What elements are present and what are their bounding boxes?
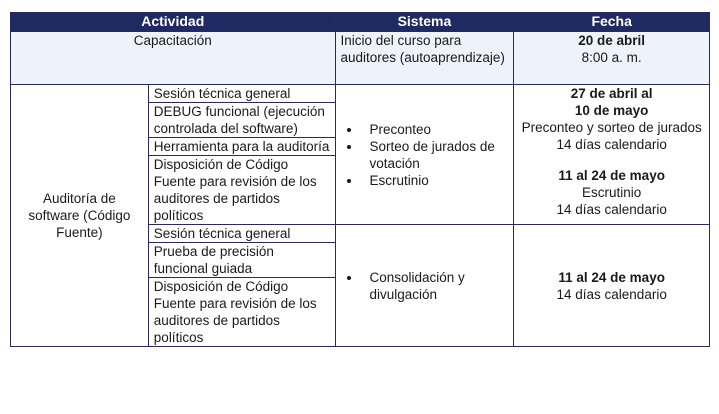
- block1-date1-days: 14 días calendario: [556, 137, 667, 152]
- block1-sub-1: Sesión técnica general: [148, 85, 335, 103]
- header-row: [11, 13, 710, 32]
- block2-system-list: [340, 269, 510, 303]
- system-item: • Consolidación y divulgación: [362, 269, 510, 303]
- block1-date2-bold: 11 al 24 de mayo: [558, 168, 665, 183]
- block1-date2-desc: Escrutinio: [582, 185, 642, 200]
- block1-row-1: [11, 85, 710, 103]
- block2-systems: [335, 225, 514, 347]
- header-activity: Actividad: [11, 13, 336, 32]
- training-date: [514, 32, 710, 85]
- block1-date1-line1: 27 de abril al: [570, 86, 653, 101]
- block1-systems: [335, 85, 514, 225]
- block1-sub-3: Herramienta para la auditoría: [148, 138, 335, 156]
- block1-sub-2: DEBUG funcional (ejecución controlada del software): [148, 103, 335, 138]
- block1-sub-4: Disposición de Código Fuente para revisión de los auditores de partidos políticos: [148, 156, 335, 225]
- schedule-table: [10, 12, 710, 347]
- system-item: • Preconteo: [362, 121, 510, 138]
- block2-dates: [514, 225, 710, 347]
- training-row: [11, 32, 710, 85]
- header-date: Fecha: [514, 13, 710, 32]
- block1-date1-desc: Preconteo y sorteo de jurados: [521, 120, 702, 135]
- system-item: • Sorteo de jurados de votación: [362, 138, 510, 172]
- training-date-day: 20 de abril: [578, 33, 646, 48]
- group-label: Auditoría de software (Código Fuente): [11, 85, 149, 347]
- training-activity: Capacitación: [11, 32, 336, 85]
- block2-date-bold: 11 al 24 de mayo: [558, 269, 665, 285]
- block1-date1-line2: 10 de mayo: [574, 103, 649, 118]
- header-system: Sistema: [335, 13, 514, 32]
- system-item: • Escrutinio: [362, 172, 510, 189]
- block1-system-list: [340, 121, 510, 189]
- date-spacer: [518, 153, 705, 167]
- block1-date2-days: 14 días calendario: [556, 202, 667, 217]
- block2-sub-3: Disposición de Código Fuente para revisión de los auditores de partidos políticos: [148, 278, 335, 347]
- training-date-time: 8:00 a. m.: [581, 50, 642, 65]
- training-system: Inicio del curso para auditores (autoaprendizaje): [335, 32, 514, 85]
- block2-sub-2: Prueba de precisión funcional guiada: [148, 243, 335, 278]
- block2-date-days: 14 días calendario: [556, 286, 667, 302]
- block1-dates: [514, 85, 710, 225]
- block2-sub-1: Sesión técnica general: [148, 225, 335, 243]
